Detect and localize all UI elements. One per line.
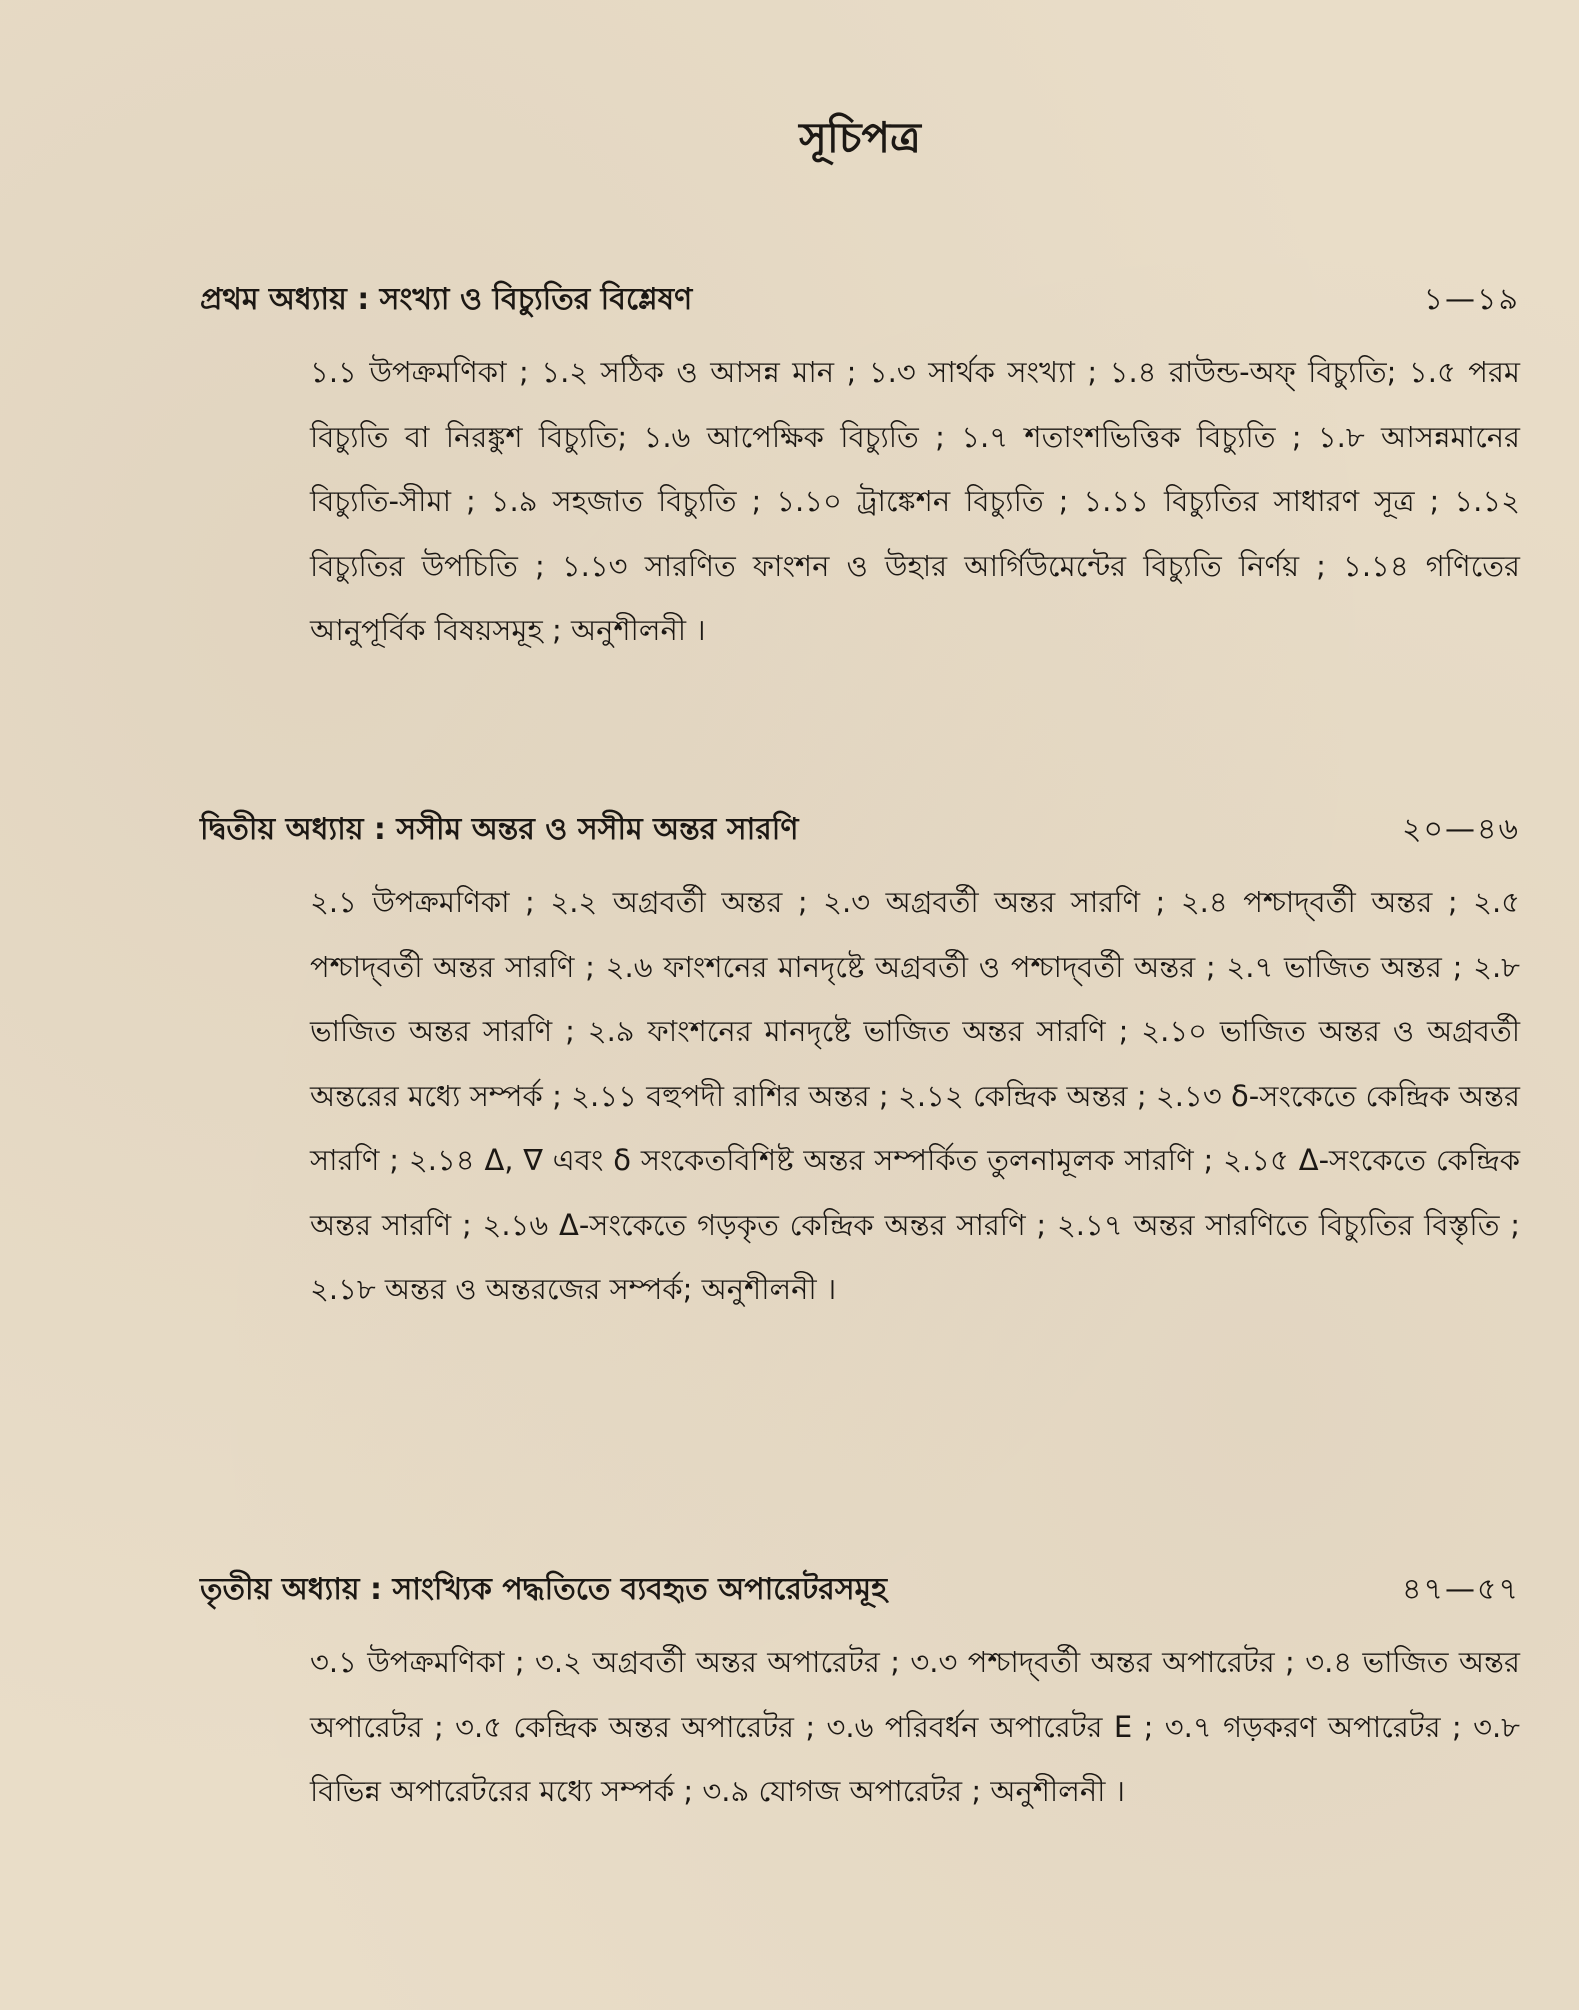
chapter-2: [200, 805, 1520, 1322]
chapter-title: দ্বিতীয় অধ্যায় : সসীম অন্তর ও সসীম অন্তর সারণি: [200, 812, 799, 847]
chapter-3: [200, 1565, 1520, 1824]
chapter-title: তৃতীয় অধ্যায় : সাংখ্যিক পদ্ধতিতে ব্যবহৃত অপারেটরসমূহ: [200, 1572, 887, 1607]
chapter-pages: ২০—৪৬: [1402, 812, 1520, 847]
chapter-heading-row: [200, 1565, 1520, 1616]
chapter-heading-row: [200, 805, 1520, 856]
chapter-contents: ৩.১ উপক্রমণিকা ; ৩.২ অগ্রবর্তী অন্তর অপারেটর ; ৩.৩ পশ্চাদ্‌বর্তী অন্তর অপারেটর ; ৩.৪ ভাজিত অন্তর অপারেটর ; ৩.৫ কেন্দ্রিক অন্তর অপারেটর ; ৩.৬ পরিবর্ধন অপারেটর E ; ৩.৭ গড়করণ অপারেটর ; ৩.৮ বিভিন্ন অপারেটরের মধ্যে সম্পর্ক ; ৩.৯ যোগজ অপারেটর ; অনুশীলনী ।: [310, 1645, 1520, 1808]
chapter-title: প্রথম অধ্যায় : সংখ্যা ও বিচ্যুতির বিশ্লেষণ: [200, 282, 693, 317]
chapter-1: [200, 275, 1520, 663]
page-title: সূচিপত্র: [799, 113, 921, 162]
chapter-contents: ২.১ উপক্রমণিকা ; ২.২ অগ্রবর্তী অন্তর ; ২.৩ অগ্রবর্তী অন্তর সারণি ; ২.৪ পশ্চাদ্‌বর্তী অন্তর ; ২.৫ পশ্চাদ্‌বর্তী অন্তর সারণি ; ২.৬ ফাংশনের মানদৃষ্টে অগ্রবর্তী ও পশ্চাদ্‌বর্তী অন্তর ; ২.৭ ভাজিত অন্তর ; ২.৮ ভাজিত অন্তর সারণি ; ২.৯ ফাংশনের মানদৃষ্টে ভাজিত অন্তর সারণি ; ২.১০ ভাজিত অন্তর ও অগ্রবর্তী অন্তরের মধ্যে সম্পর্ক ; ২.১১ বহুপদী রাশির অন্তর ; ২.১২ কেন্দ্রিক অন্তর ; ২.১৩ δ-সংকেতে কেন্দ্রিক অন্তর সারণি ; ২.১৪ Δ, ∇ এবং δ সংকেতবিশিষ্ট অন্তর সম্পর্কিত তুলনামূলক সারণি ; ২.১৫ Δ-সংকেতে কেন্দ্রিক অন্তর সারণি ; ২.১৬ Δ-সংকেতে গড়কৃত কেন্দ্রিক অন্তর সারণি ; ২.১৭ অন্তর সারণিতে বিচ্যুতির বিস্তৃতি ; ২.১৮ অন্তর ও অন্তরজের সম্পর্ক; অনুশীলনী ।: [310, 885, 1520, 1306]
chapter-pages: ৪৭—৫৭: [1402, 1572, 1520, 1607]
chapter-pages: ১—১৯: [1423, 282, 1520, 317]
chapter-heading-row: [200, 275, 1520, 326]
chapter-contents: ১.১ উপক্রমণিকা ; ১.২ সঠিক ও আসন্ন মান ; ১.৩ সার্থক সংখ্যা ; ১.৪ রাউন্ড-অফ্ বিচ্যুতি; ১.৫ পরম বিচ্যুতি বা নিরঙ্কুশ বিচ্যুতি; ১.৬ আপেক্ষিক বিচ্যুতি ; ১.৭ শতাংশভিত্তিক বিচ্যুতি ; ১.৮ আসন্নমানের বিচ্যুতি-সীমা ; ১.৯ সহজাত বিচ্যুতি ; ১.১০ ট্রাঙ্কেশন বিচ্যুতি ; ১.১১ বিচ্যুতির সাধারণ সূত্র ; ১.১২ বিচ্যুতির উপচিতি ; ১.১৩ সারণিত ফাংশন ও উহার আর্গিউমেন্টের বিচ্যুতি নির্ণয় ; ১.১৪ গণিতের আনুপূর্বিক বিষয়সমূহ ; অনুশীলনী ।: [310, 355, 1520, 647]
